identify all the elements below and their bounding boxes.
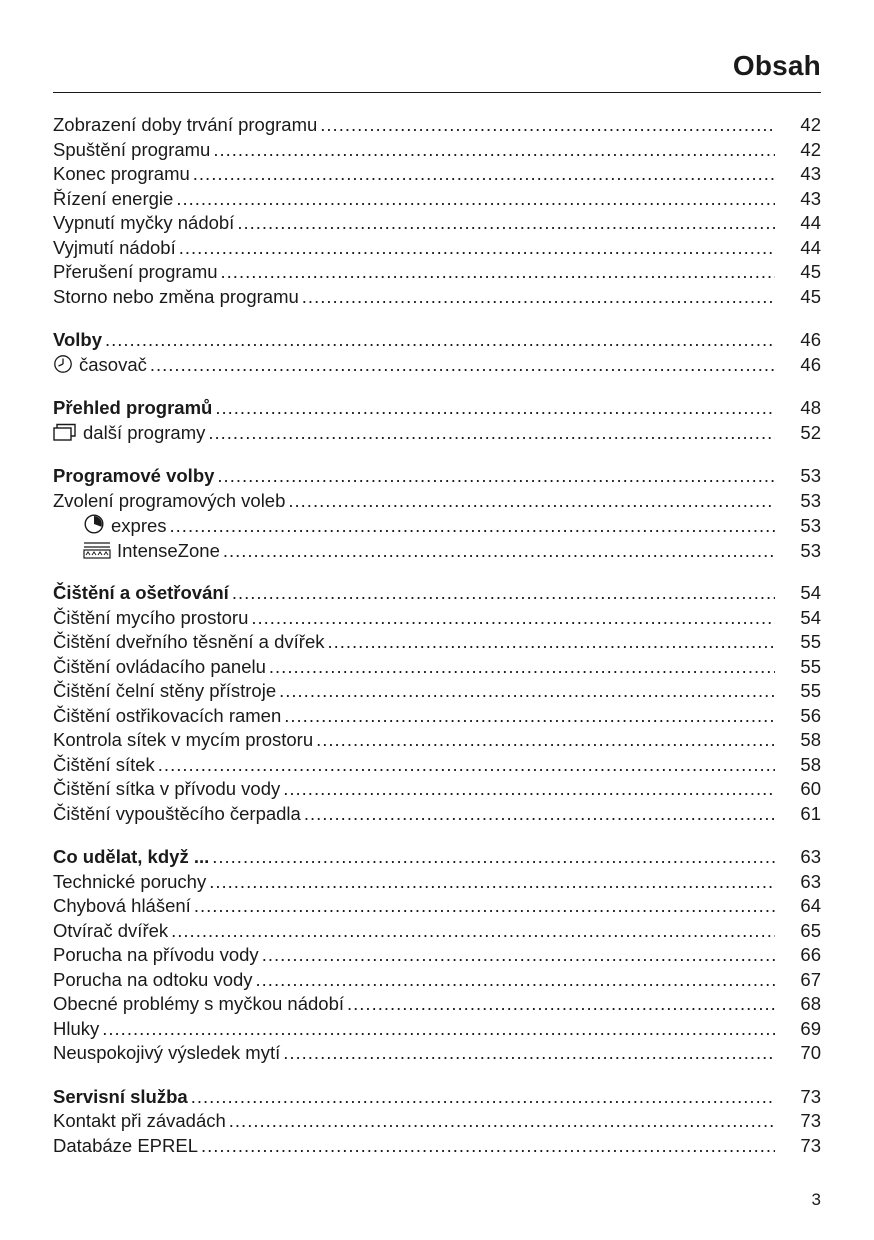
toc-entry-text: Otvírač dvířek (53, 919, 169, 941)
toc-entry-label (53, 630, 324, 655)
toc-entry-page: 44 (800, 236, 821, 258)
toc-section (53, 113, 821, 309)
toc-entry-page: 42 (800, 114, 821, 135)
toc-entry-text: časovač (79, 353, 147, 375)
toc-entry-text: Řízení energie (53, 187, 174, 209)
toc-entry-page: 55 (800, 631, 821, 652)
toc-entry-page: 61 (800, 802, 821, 824)
toc-entry-label (53, 753, 155, 778)
toc-entry-label (83, 538, 220, 567)
toc-entry-label (53, 606, 248, 631)
toc-entry-text: Vyjmutí nádobí (53, 236, 176, 258)
toc-entry-page: 56 (800, 704, 821, 726)
dot-leader (176, 187, 775, 212)
toc-entry-label (53, 396, 212, 421)
toc-entry[interactable] (53, 1017, 821, 1042)
toc-section (53, 581, 821, 826)
toc-section (53, 328, 821, 377)
toc-entry-page: 46 (800, 353, 821, 375)
toc-entry-text: Vypnutí myčky nádobí (53, 212, 235, 233)
toc-entry-label (53, 211, 234, 236)
toc-entry-label (53, 1109, 226, 1134)
toc-entry-label (53, 1134, 198, 1159)
dot-leader (150, 353, 775, 378)
dot-leader (229, 1109, 775, 1134)
intensezone-icon (83, 538, 111, 567)
toc-entry-text: Neuspokojivý výsledek mytí (53, 1042, 281, 1063)
toc-entry-text: Čištění a ošetřování (53, 582, 229, 603)
toc-entry-text: Servisní služba (53, 1085, 188, 1107)
toc-entry[interactable] (53, 630, 821, 655)
toc-entry-page: 55 (800, 655, 821, 677)
toc-entry-page: 73 (800, 1110, 821, 1131)
toc-entry-label (53, 353, 147, 381)
toc-entry-label (53, 943, 259, 968)
toc-entry[interactable] (53, 777, 821, 802)
toc-entry-label (53, 777, 280, 802)
toc-entry[interactable] (53, 260, 821, 285)
toc-entry-page: 63 (800, 870, 821, 892)
dot-leader (283, 1041, 775, 1066)
toc-entry[interactable] (53, 489, 821, 514)
dot-leader (208, 421, 775, 446)
toc-entry-label (53, 1041, 280, 1066)
toc-entry-page: 67 (800, 968, 821, 990)
toc-entry-page: 52 (800, 421, 821, 443)
toc-entry-text: Databáze EPREL (53, 1134, 199, 1156)
toc-entry-page: 46 (800, 329, 821, 350)
dot-leader (209, 870, 775, 895)
toc-entry[interactable] (53, 138, 821, 163)
toc-heading[interactable] (53, 396, 821, 421)
toc-entry-page: 53 (800, 489, 821, 511)
toc-entry-page: 45 (800, 261, 821, 282)
dot-leader (251, 606, 775, 631)
toc-entry-page: 66 (800, 944, 821, 965)
toc-entry[interactable] (53, 894, 821, 919)
toc-entry-text: Programové volby (53, 465, 215, 486)
toc-entry-page: 43 (800, 163, 821, 184)
toc-entry-text: Kontakt při závadách (53, 1110, 226, 1131)
toc-entry-text: Porucha na přívodu vody (53, 944, 259, 965)
toc-entry-label (53, 581, 229, 606)
dot-leader (201, 1134, 775, 1159)
toc-entry[interactable] (53, 753, 821, 778)
toc-heading[interactable] (53, 845, 821, 870)
toc-section (53, 1085, 821, 1159)
toc-entry-page: 43 (800, 187, 821, 209)
table-of-contents (53, 113, 821, 1177)
toc-entry-label (53, 728, 313, 753)
dot-leader (302, 285, 775, 310)
dot-leader (102, 1017, 775, 1042)
toc-entry-text: Hluky (53, 1017, 100, 1039)
dot-leader (217, 464, 775, 489)
toc-section (53, 396, 821, 445)
dot-leader (327, 630, 775, 655)
dot-leader (320, 113, 775, 138)
toc-entry-label (53, 421, 205, 449)
toc-entry[interactable] (53, 802, 821, 827)
toc-entry-page: 68 (800, 993, 821, 1014)
toc-entry-page: 55 (800, 680, 821, 701)
toc-entry-text: Volby (53, 329, 102, 350)
toc-entry-page: 69 (800, 1017, 821, 1039)
dot-leader (171, 919, 775, 944)
toc-entry-text: Čištění ostřikovacích ramen (53, 704, 282, 726)
toc-entry-label (53, 704, 281, 729)
toc-entry[interactable] (53, 1109, 821, 1134)
toc-entry-label (53, 489, 285, 514)
toc-entry[interactable] (53, 1041, 821, 1066)
toc-entry-text: Chybová hlášení (53, 895, 191, 916)
toc-entry[interactable] (53, 704, 821, 729)
dot-leader (288, 489, 775, 514)
toc-entry[interactable] (53, 538, 821, 563)
toc-entry[interactable] (53, 992, 821, 1017)
dot-leader (223, 539, 775, 564)
toc-section (53, 845, 821, 1066)
toc-entry[interactable] (53, 943, 821, 968)
page-title: Obsah (732, 50, 821, 81)
toc-entry-page: 58 (800, 753, 821, 775)
toc-entry-label (53, 894, 191, 919)
toc-heading[interactable] (53, 581, 821, 606)
dot-leader (105, 328, 775, 353)
toc-entry[interactable] (53, 236, 821, 261)
toc-heading[interactable] (53, 464, 821, 489)
toc-entry-page: 53 (800, 515, 821, 536)
toc-entry[interactable] (53, 606, 821, 631)
toc-entry-page: 48 (800, 397, 821, 418)
dot-leader (232, 581, 775, 606)
toc-entry-label (53, 162, 190, 187)
toc-heading[interactable] (53, 1085, 821, 1110)
toc-entry-text: Kontrola sítek v mycím prostoru (53, 729, 314, 750)
toc-entry-text: expres (111, 515, 167, 536)
toc-entry[interactable] (53, 1134, 821, 1159)
toc-entry-label (53, 655, 266, 680)
dot-leader (193, 162, 775, 187)
toc-entry-label (53, 138, 210, 163)
toc-entry-page: 58 (800, 729, 821, 750)
toc-entry-page: 42 (800, 138, 821, 160)
toc-entry-page: 70 (800, 1042, 821, 1063)
dot-leader (237, 211, 775, 236)
dot-leader (279, 679, 775, 704)
toc-entry-text: Čištění dveřního těsnění a dvířek (53, 631, 325, 652)
toc-entry-label (53, 328, 102, 353)
toc-entry-page: 60 (800, 778, 821, 799)
toc-entry[interactable] (53, 919, 821, 944)
toc-entry[interactable] (53, 513, 821, 538)
dot-leader (269, 655, 775, 680)
dot-leader (347, 992, 775, 1017)
toc-entry-page: 73 (800, 1134, 821, 1156)
dot-leader (284, 704, 775, 729)
clock-icon (53, 354, 73, 381)
dot-leader (283, 777, 775, 802)
toc-entry[interactable] (53, 162, 821, 187)
toc-entry-page: 54 (800, 606, 821, 628)
toc-entry-text: Čištění sítka v přívodu vody (53, 778, 281, 799)
toc-entry-page: 65 (800, 919, 821, 941)
toc-entry-page: 73 (800, 1085, 821, 1107)
dot-leader (221, 260, 775, 285)
toc-entry-page: 45 (800, 285, 821, 307)
toc-entry-text: Čištění vypouštěcího čerpadla (53, 802, 301, 824)
toc-entry[interactable] (53, 421, 821, 446)
toc-entry-label (53, 285, 299, 310)
toc-entry-text: další programy (83, 421, 206, 443)
toc-entry-label (53, 187, 173, 212)
toc-entry-text: Technické poruchy (53, 870, 207, 892)
toc-entry-page: 63 (800, 846, 821, 867)
toc-entry-text: Spuštění programu (53, 138, 211, 160)
toc-entry-text: Čištění mycího prostoru (53, 606, 249, 628)
toc-entry-text: Zvolení programových voleb (53, 489, 286, 511)
toc-entry-page: 53 (800, 539, 821, 561)
toc-section (53, 464, 821, 562)
toc-entry-text: Porucha na odtoku vody (53, 968, 253, 990)
toc-entry-label (53, 464, 214, 489)
dot-leader (215, 396, 775, 421)
toc-entry-label (53, 870, 206, 895)
toc-entry-text: Zobrazení doby trvání programu (53, 114, 318, 135)
toc-heading[interactable] (53, 328, 821, 353)
dot-leader (191, 1085, 775, 1110)
more-programs-icon (53, 422, 77, 449)
toc-entry-text: Čištění ovládacího panelu (53, 655, 266, 677)
toc-entry[interactable] (53, 113, 821, 138)
dot-leader (213, 138, 775, 163)
dot-leader (212, 845, 775, 870)
toc-entry-label (53, 919, 168, 944)
dot-leader (170, 514, 775, 539)
toc-entry-label (53, 679, 276, 704)
toc-entry-label (53, 260, 218, 285)
dot-leader (194, 894, 775, 919)
toc-entry-label (53, 968, 253, 993)
toc-entry-text: Obecné problémy s myčkou nádobí (53, 993, 345, 1014)
toc-entry-page: 54 (800, 582, 821, 603)
toc-entry-label (53, 236, 176, 261)
dot-leader (256, 968, 775, 993)
toc-entry[interactable] (53, 285, 821, 310)
toc-entry[interactable] (53, 655, 821, 680)
toc-entry[interactable] (53, 353, 821, 378)
toc-entry[interactable] (53, 968, 821, 993)
toc-entry-text: Storno nebo změna programu (53, 285, 299, 307)
dot-leader (179, 236, 775, 261)
dot-leader (158, 753, 775, 778)
toc-entry-text: Čištění čelní stěny přístroje (53, 680, 277, 701)
dot-leader (316, 728, 775, 753)
dot-leader (262, 943, 775, 968)
toc-entry-text: Co udělat, když ... (53, 846, 210, 867)
toc-entry-text: IntenseZone (117, 539, 220, 561)
toc-entry[interactable] (53, 211, 821, 236)
toc-entry-label (53, 113, 317, 138)
toc-entry-page: 44 (800, 212, 821, 233)
toc-entry[interactable] (53, 870, 821, 895)
toc-entry[interactable] (53, 679, 821, 704)
toc-entry-label (53, 1085, 188, 1110)
toc-entry-page: 53 (800, 465, 821, 486)
toc-entry-text: Přerušení programu (53, 261, 218, 282)
toc-entry-text: Čištění sítek (53, 753, 155, 775)
toc-entry-text: Konec programu (53, 163, 190, 184)
toc-entry[interactable] (53, 728, 821, 753)
page-number: 3 (811, 1190, 821, 1209)
toc-entry[interactable] (53, 187, 821, 212)
toc-entry-label (53, 802, 301, 827)
title-divider (53, 92, 821, 93)
toc-entry-label (53, 1017, 99, 1042)
toc-entry-label (53, 845, 209, 870)
toc-entry-text: Přehled programů (53, 397, 213, 418)
toc-entry-page: 64 (800, 895, 821, 916)
dot-leader (304, 802, 775, 827)
toc-entry-label (53, 992, 344, 1017)
